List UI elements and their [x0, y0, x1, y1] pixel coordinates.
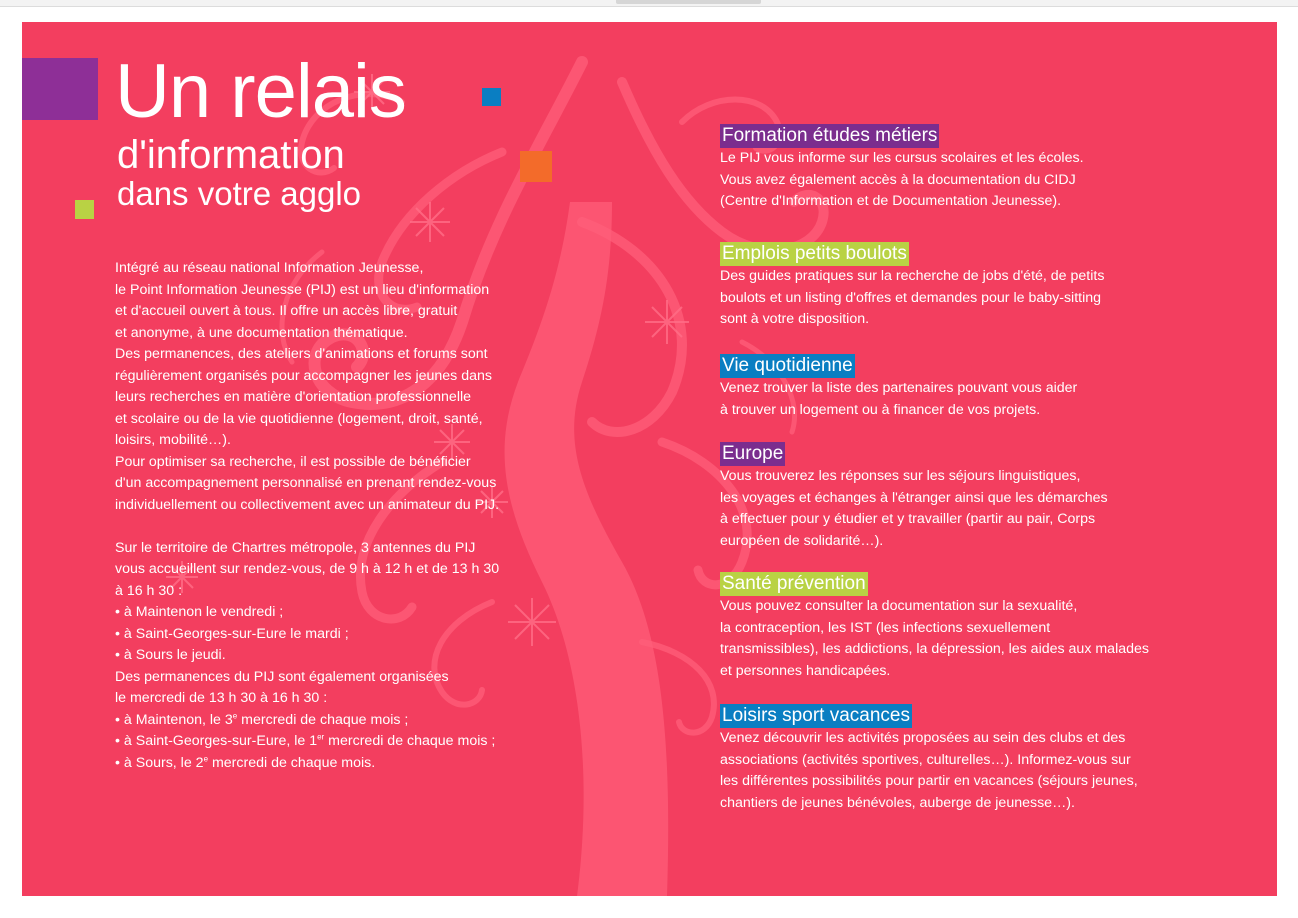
- mercredi-item: [115, 731, 555, 753]
- antennes-line: • à Saint-Georges-sur-Eure le mardi ;: [115, 625, 349, 642]
- section-body: Vous pouvez consulter la documentation sur la sexualité, la contraception, les IST (les infections sexuellement transmissibles), les addictions, la dépression, les aides aux malades et personnes handicapées.: [720, 598, 1149, 679]
- title-line-1: Un relais: [115, 49, 406, 134]
- mercredi-item-text: mercredi de chaque mois ;: [324, 733, 496, 749]
- section-heading: Vie quotidienne: [722, 355, 853, 376]
- section-heading: Emplois petits boulots: [722, 243, 907, 264]
- antennes-line: le mercredi de 13 h 30 à 16 h 30 :: [115, 690, 328, 706]
- ordinal-suffix: e: [232, 710, 238, 720]
- mercredi-item-text: • à Maintenon, le 3: [115, 711, 233, 728]
- title-line-2: d'information: [117, 133, 345, 177]
- mercredi-item: [115, 753, 555, 775]
- intro-line: et anonyme, à une documentation thématique.: [115, 324, 408, 341]
- section-body: Venez découvrir les activités proposées au sein des clubs et des associations (activités sportives, culturelles…). Informez-vous sur les différentes possibilités pour partir en vacances (séjours jeunes, chantiers de jeunes bénévoles, auberge de jeunesse…).: [720, 730, 1138, 811]
- page-title: [115, 50, 406, 212]
- intro-line: individuellement ou collectivement avec un animateur du PIJ.: [115, 496, 500, 513]
- section-body: Vous trouverez les réponses sur les séjours linguistiques, les voyages et échanges à l'étranger ainsi que les démarches à effectuer pour y étudier et y travailler (partir au pair, Corps européen de solidarité…).: [720, 468, 1108, 549]
- section-vie-quotidienne: [720, 354, 1220, 421]
- intro-line: et scolaire ou de la vie quotidienne (logement, droit, santé,: [115, 410, 483, 427]
- antennes-line: vous accueillent sur rendez-vous, de 9 h à 12 h et de 13 h 30: [115, 561, 500, 577]
- intro-text: [115, 258, 555, 774]
- section-loisirs: [720, 704, 1220, 814]
- intro-line: d'un accompagnement personnalisé en prenant rendez-vous: [115, 475, 497, 491]
- intro-line: régulièrement organisés pour accompagner les jeunes dans: [115, 367, 492, 384]
- intro-line: Des permanences, des ateliers d'animations et forums sont: [115, 346, 488, 362]
- decorative-green-square: [75, 200, 94, 219]
- antennes-line: Sur le territoire de Chartres métropole, 3 antennes du PIJ: [115, 539, 476, 556]
- section-europe: [720, 442, 1220, 552]
- section-body: Le PIJ vous informe sur les cursus scolaires et les écoles. Vous avez également accès à la documentation du CIDJ (Centre d'Information et de Documentation Jeunesse).: [720, 150, 1084, 209]
- mercredi-item-text: • à Saint-Georges-sur-Eure, le 1: [115, 733, 318, 749]
- antennes-line: • à Sours le jeudi.: [115, 647, 226, 663]
- intro-line: Intégré au réseau national Information Jeunesse,: [115, 260, 424, 276]
- section-heading: Santé prévention: [722, 573, 866, 594]
- intro-line: le Point Information Jeunesse (PIJ) est un lieu d'information: [115, 281, 490, 298]
- viewer-top-bar: [0, 0, 1298, 7]
- ordinal-suffix: e: [203, 753, 209, 763]
- section-body: Venez trouver la liste des partenaires pouvant vous aider à trouver un logement ou à financer de vos projets.: [720, 380, 1078, 418]
- section-sante: [720, 572, 1220, 682]
- intro-line: Pour optimiser sa recherche, il est possible de bénéficier: [115, 453, 471, 470]
- viewer-tab-handle[interactable]: [616, 0, 761, 4]
- intro-line: loisirs, mobilité…).: [115, 432, 231, 448]
- section-emplois: [720, 242, 1220, 331]
- antennes-line: • à Maintenon le vendredi ;: [115, 604, 284, 620]
- brochure-page: [22, 22, 1277, 896]
- intro-line: leurs recherches en matière d'orientation professionnelle: [115, 389, 472, 405]
- mercredi-item: [115, 710, 555, 732]
- title-line-3: dans votre agglo: [117, 175, 362, 212]
- section-heading: Europe: [722, 443, 784, 464]
- decorative-blue-square: [482, 88, 501, 106]
- antennes-line: Des permanences du PIJ sont également organisées: [115, 668, 449, 685]
- section-body: Des guides pratiques sur la recherche de jobs d'été, de petits boulots et un listing d'offres et demandes pour le baby-sitting sont à votre disposition.: [720, 268, 1105, 327]
- section-heading: Formation études métiers: [722, 125, 938, 146]
- mercredi-item-text: • à Sours, le 2: [115, 754, 204, 771]
- decorative-purple-square: [22, 58, 98, 120]
- section-heading: Loisirs sport vacances: [722, 705, 910, 726]
- antennes-line: à 16 h 30 :: [115, 582, 183, 599]
- paragraph-gap: [115, 516, 555, 538]
- mercredi-item-text: mercredi de chaque mois.: [208, 754, 376, 771]
- section-formation: [720, 124, 1220, 213]
- intro-line: et d'accueil ouvert à tous. Il offre un accès libre, gratuit: [115, 303, 458, 319]
- mercredi-item-text: mercredi de chaque mois ;: [237, 711, 409, 728]
- ordinal-suffix: er: [317, 732, 325, 742]
- decorative-orange-square: [520, 151, 552, 182]
